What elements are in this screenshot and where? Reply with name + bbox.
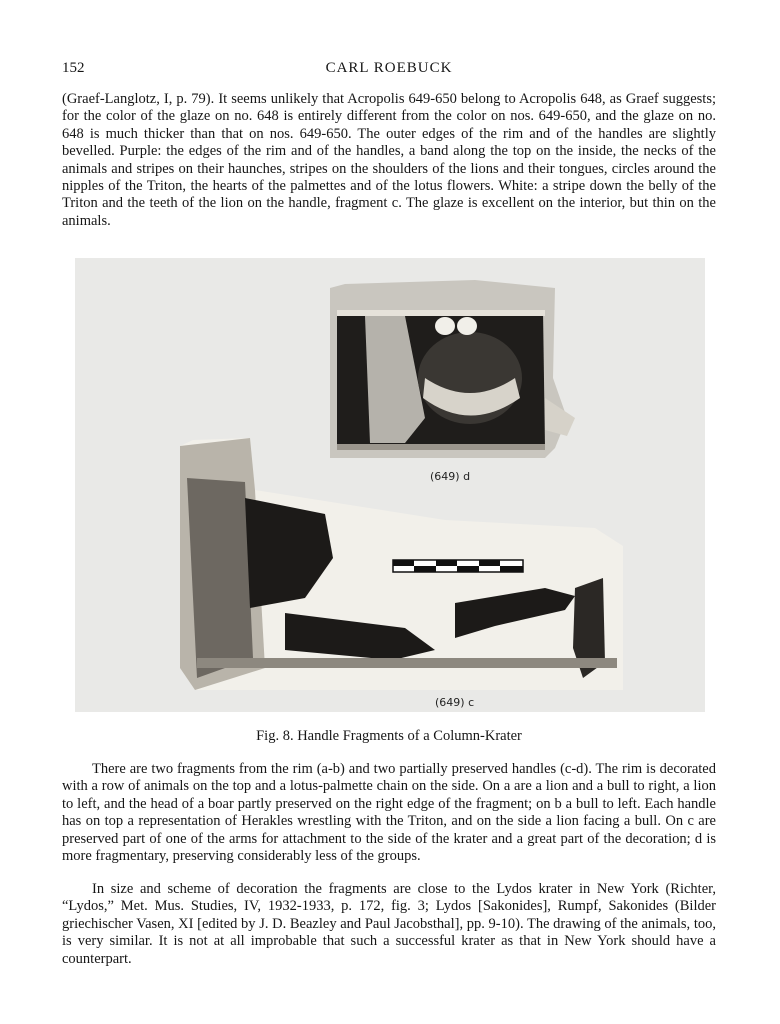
fragments-image <box>75 258 705 712</box>
label-fragment-c: (649) c <box>435 696 475 709</box>
fragment-d <box>330 280 575 458</box>
paragraph-fragments: There are two fragments from the rim (a-b) and two partially preserved handles (c-d). The rim is decorated with a row of animals on the top and a lotus-palmette chain on the side. On a are a lion and a bull to right, a lion to left, and the head of a boar partly preserved on the right edge of the fragment; on b a bull to left. Each handle has on top a representation of Herakles wrestling with the Triton, and on the side a lion facing a bull. On c are preserved part of one of the arms for attachment to the side of the krater and a great part of the decoration; d is more fragmentary, preserving considerably less of the groups. <box>62 761 716 865</box>
scale-bar <box>393 560 523 572</box>
figure-caption: Fig. 8. Handle Fragments of a Column-Krater <box>256 728 522 744</box>
page-number: 152 <box>62 60 85 76</box>
paragraph-top: (Graef-Langlotz, I, p. 79). It seems unlikely that Acropolis 649-650 belong to Acropolis 648, as Graef suggests; for the color of the glaze on no. 648 is entirely different from the color on nos. 649-650, and the glaze on no. 648 is much thicker than that on nos. 649-650. The outer edges of the rim and of the handles are slightly bevelled. Purple: the edges of the rim and of the handles, a band along the top on the inside, the necks of the animals and stripes on their haunches, stripes on the shoulders of the lions and their tongues, circles around the nipples of the Triton, the hearts of the palmettes and of the lotus flowers. White: a stripe down the belly of the Triton and the teeth of the lion on the handle, fragment c. The glaze is excellent on the interior, but thin on the animals. <box>62 91 716 229</box>
label-fragment-d: (649) d <box>430 470 471 483</box>
page-header <box>62 60 716 80</box>
figure-photograph <box>75 258 705 712</box>
paragraph-comparison: In size and scheme of decoration the fragments are close to the Lydos krater in New York (Richter, “Lydos,” Met. Mus. Studies, IV, 1932-1933, p. 172, fig. 3; Lydos [Sakonides], Rumpf, Sakonides (Bilder griechischer Vasen, XI [edited by J. D. Beazley and Paul Jacobsthal], pp. 9-10). The drawing of the animals, too, is very similar. It is not at all improbable that such a successful krater as that in New York should have a counterpart. <box>62 881 716 967</box>
running-head: CARL ROEBUCK <box>325 60 453 76</box>
